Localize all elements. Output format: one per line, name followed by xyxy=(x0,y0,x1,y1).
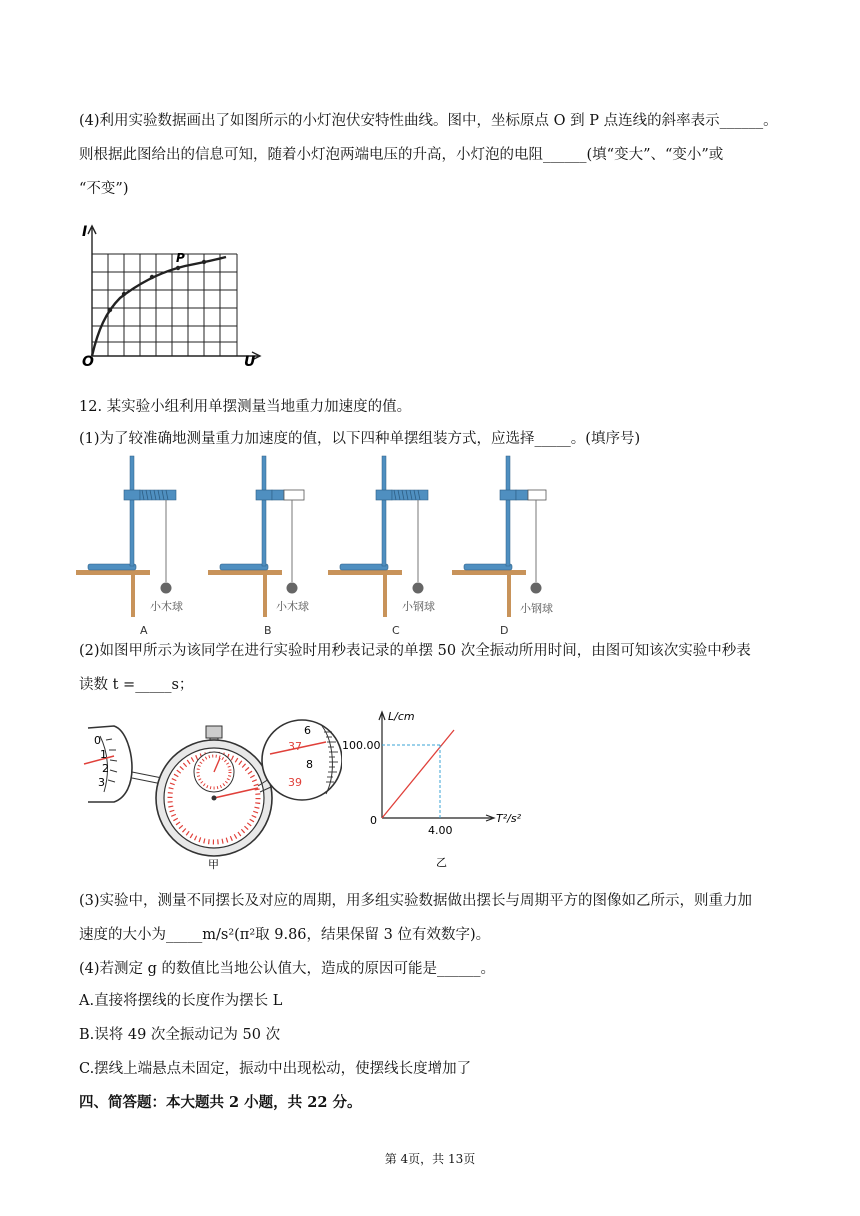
lt-y-tick: 100.00 xyxy=(342,739,381,752)
right-zoom-tick-37: 37 xyxy=(288,740,302,753)
q12-option-a: A.直接将摆线的长度作为摆长 L xyxy=(79,993,283,1009)
left-zoom-tick-2: 2 xyxy=(102,762,109,775)
right-zoom-tick-6: 6 xyxy=(304,724,311,737)
setup-d-ball: 小钢球 xyxy=(520,602,553,615)
page-footer: 第 4页，共 13页 xyxy=(384,1152,476,1166)
q12-part3-line1: (3)实验中，测量不同摆长及对应的周期，用多组实验数据做出摆长与周期平方的图像如乙所示，则重力加 xyxy=(79,893,753,909)
q12-option-c: C.摆线上端悬点未固定，振动中出现松动，使摆线长度增加了 xyxy=(79,1061,472,1077)
lt-origin: 0 xyxy=(370,814,377,827)
section-4-heading: 四、简答题：本大题共 2 小题，共 22 分。 xyxy=(79,1094,362,1111)
stopwatch-body xyxy=(156,726,272,856)
q12-part2-line1: (2)如图甲所示为该同学在进行实验时用秒表记录的单摆 50 次全振动所用时间，由图可知该次实验中秒表 xyxy=(79,643,751,659)
right-zoom-tick-8: 8 xyxy=(306,758,313,771)
q12-option-b: B.误将 49 次全振动记为 50 次 xyxy=(79,1027,281,1043)
lt-y-label: L/cm xyxy=(388,710,415,723)
setup-b-ball: 小木球 xyxy=(276,600,309,613)
iu-point-label: P xyxy=(176,251,185,265)
setup-c-ball: 小钢球 xyxy=(402,600,435,613)
setup-a-ball: 小木球 xyxy=(150,600,183,613)
q12-part1: (1)为了较准确地测量重力加速度的值，以下四种单摆组装方式，应选择_____。(填序号) xyxy=(79,431,641,447)
lt-x-label: T²/s² xyxy=(496,812,521,825)
iu-origin-label: O xyxy=(82,354,94,370)
q11-part4-line3: “不变”) xyxy=(79,181,129,197)
iu-y-label: I xyxy=(82,224,88,240)
pendulum-setups xyxy=(76,452,566,640)
setup-d-letter: D xyxy=(500,624,509,637)
iu-curve-graph xyxy=(80,220,270,370)
left-zoom-tick-1: 1 xyxy=(100,748,107,761)
left-zoom-tick-3: 3 xyxy=(98,776,105,789)
iu-x-label: U xyxy=(244,354,256,370)
q12-part2-line2: 读数 t =_____s； xyxy=(79,677,194,693)
right-zoom-tick-39: 39 xyxy=(288,776,302,789)
q12-part3-line2: 速度的大小为_____m/s²(π²取 9.86，结果保留 3 位有效数字)。 xyxy=(79,927,491,943)
setup-b-letter: B xyxy=(264,624,272,637)
lt-x-tick: 4.00 xyxy=(428,824,453,837)
left-zoom-bubble xyxy=(84,726,132,802)
q12-title: 12. 某实验小组利用单摆测量当地重力加速度的值。 xyxy=(79,399,412,415)
setup-d xyxy=(452,456,553,637)
q11-part4-line2: 则根据此图给出的信息可知，随着小灯泡两端电压的升高，小灯泡的电阻______(填“变大”、“变小”或 xyxy=(79,147,724,163)
setup-a xyxy=(76,456,183,637)
setup-c-letter: C xyxy=(392,624,400,637)
stopwatch-caption: 甲 xyxy=(208,858,219,871)
right-zoom-bubble xyxy=(262,720,342,800)
q11-part4-line1: (4)利用实验数据画出了如图所示的小灯泡伏安特性曲线。图中，坐标原点 O 到 P 点连线的斜率表示______。 xyxy=(79,113,778,129)
stopwatch-figure xyxy=(80,712,342,872)
length-period-graph xyxy=(340,706,540,872)
setup-a-letter: A xyxy=(140,624,148,637)
setup-c xyxy=(328,456,435,637)
setup-b xyxy=(208,456,309,637)
left-zoom-tick-0: 0 xyxy=(94,734,101,747)
lt-caption: 乙 xyxy=(436,856,447,869)
q12-part4: (4)若测定 g 的数值比当地公认值大，造成的原因可能是______。 xyxy=(79,961,496,977)
